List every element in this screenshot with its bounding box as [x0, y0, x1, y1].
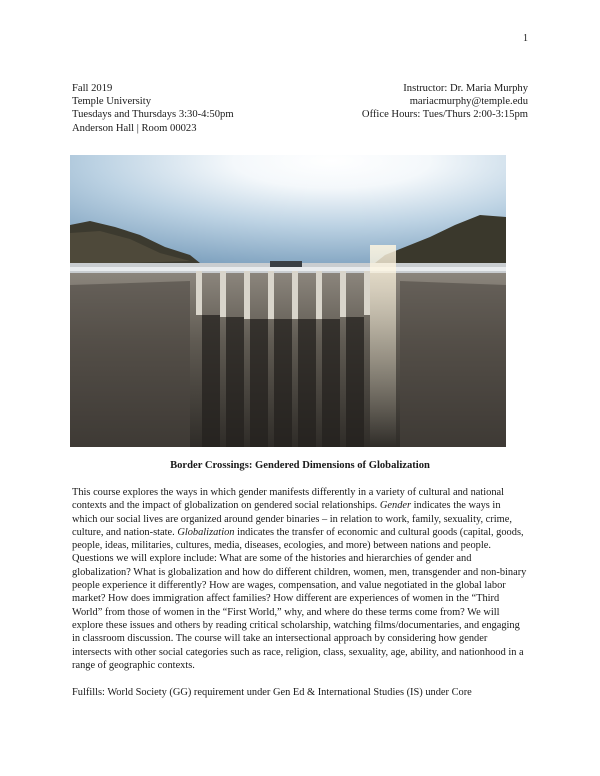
course-info [72, 82, 234, 135]
description-part-3: indicates the transfer of economic and cultural goods (capital, goods, people, ideas, militaries, cultures, media, diseases, ecologies, and more) between nations and people. Questions we will explore include: What are some of the histories and hierarchies of gender and globalization? What is globalization and how do different children, women, men, transgender and non-binary people experience it differently? How are wages, compensation, and value negotiated in the global labor market? How does immigration affect families? How different are experiences of women in the “Third World” from those of women in the “First World,” why, and where do these terms come from? We will explore these issues and others by reading critical scholarship, watching films/documentaries, and engaging in classroom discussion. The course will take an intersectional approach by considering how gender intersects with other social categories such as race, religion, class, sexuality, age, ability, and nationhood in a range of geographic contexts. [72, 526, 527, 671]
page-number: 1 [523, 33, 528, 44]
semester: Fall 2019 [72, 83, 113, 94]
dam-illustration [70, 155, 506, 447]
term-gender: Gender [379, 500, 412, 512]
meeting-times: Tuesdays and Thursdays 3:30-4:50pm [72, 109, 234, 121]
course-description [72, 486, 528, 672]
term-globalization: Globalization [177, 526, 235, 538]
course-title: Border Crossings: Gendered Dimensions of Globalization [170, 460, 430, 471]
requirements-fulfilled: Fulfills: World Society (GG) requirement under Gen Ed & International Studies (IS) under Core [72, 687, 472, 698]
description-part-1: This course explores the ways in which gender manifests differently in a variety of cultural and national contexts and the impact of globalization on gendered social relationships. [72, 487, 505, 512]
description-part-2: indicates the ways in which our social lives are organized around gender binaries – in relation to work, family, sexuality, crime, culture, and nation-state. [72, 500, 512, 538]
instructor-name: Instructor: Dr. Maria Murphy [403, 83, 528, 94]
cover-photo-dam [70, 155, 506, 447]
university: Temple University [72, 96, 151, 108]
location: Anderson Hall | Room 00023 [72, 122, 197, 134]
office-hours: Office Hours: Tues/Thurs 2:00-3:15pm [361, 109, 528, 121]
instructor-info [362, 82, 528, 122]
instructor-email: mariacmurphy@temple.edu [409, 96, 528, 108]
